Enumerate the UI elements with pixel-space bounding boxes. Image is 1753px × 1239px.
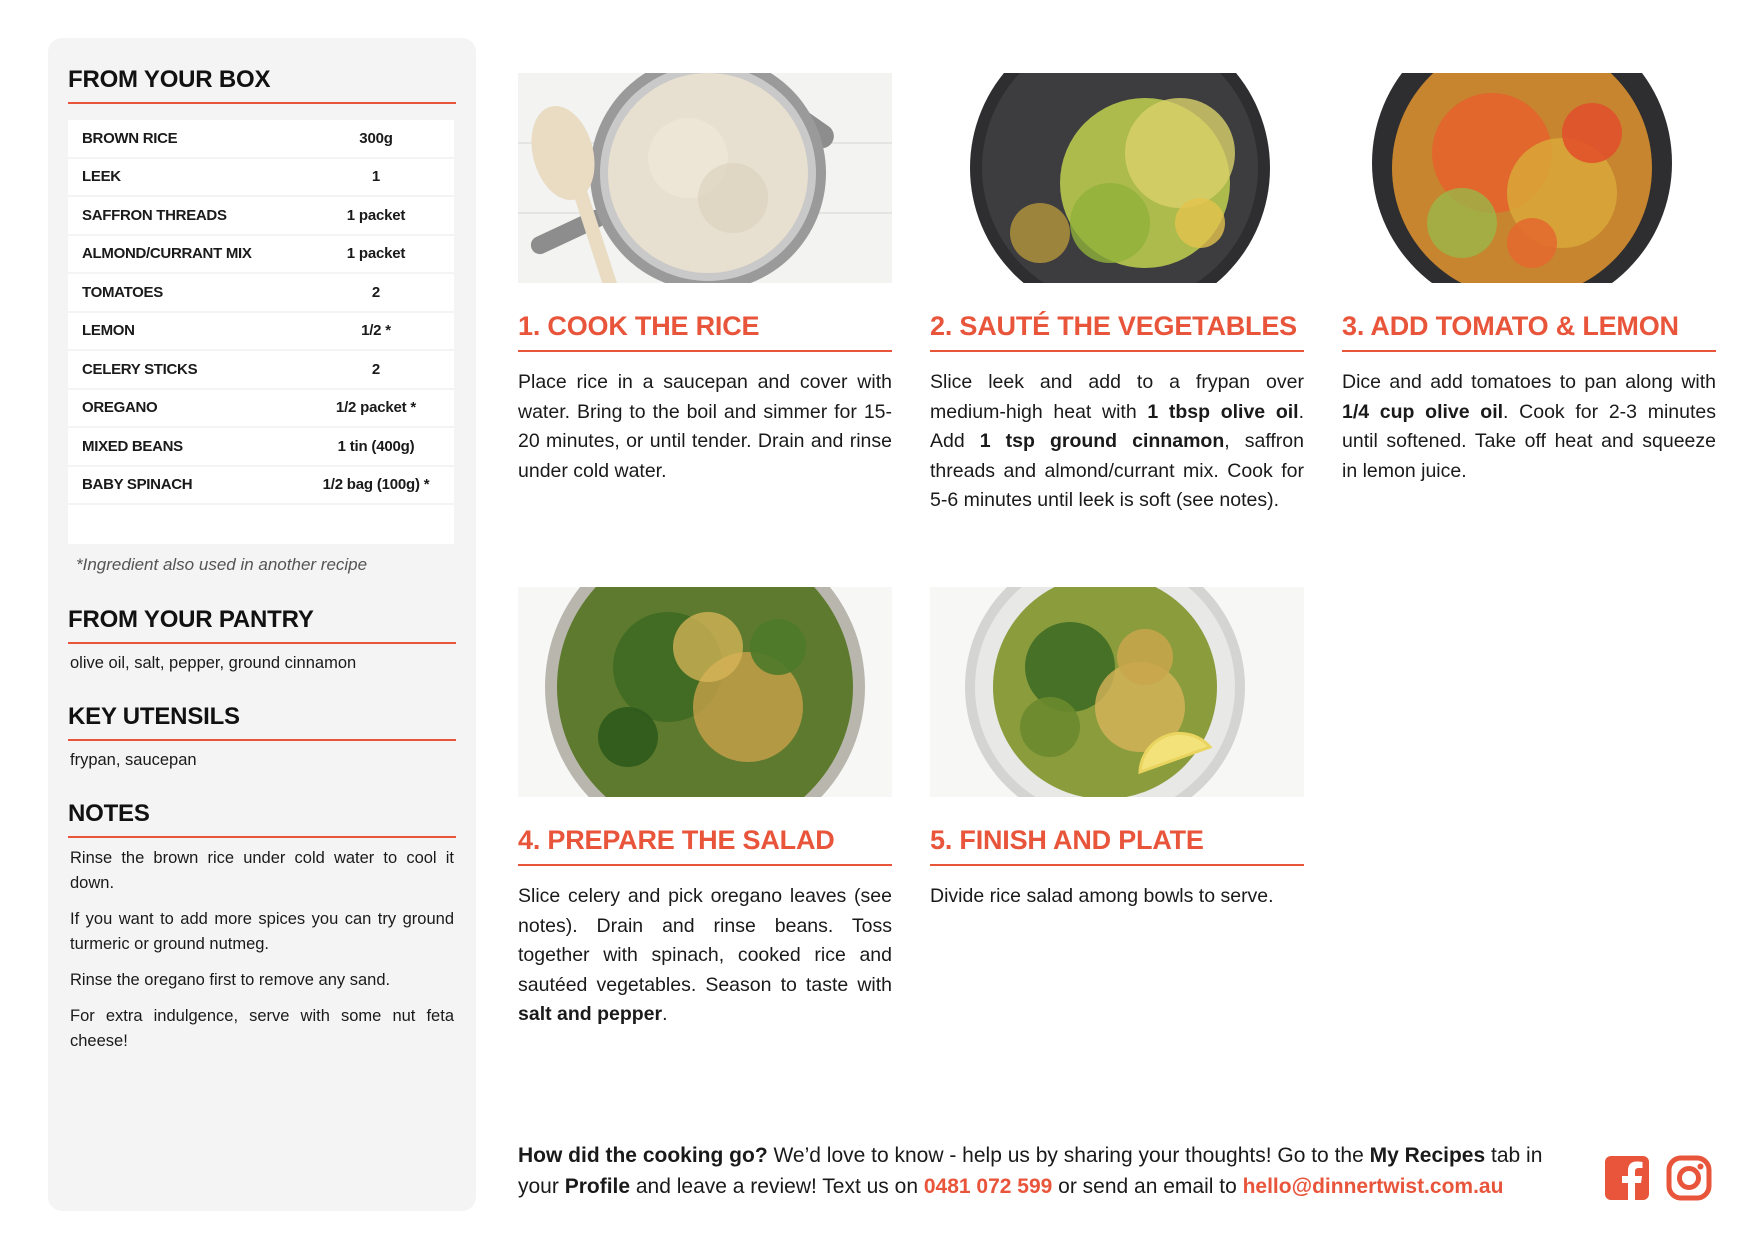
ingredient-row [68,313,454,352]
instruction-text: . Cook for 2-3 minutes until softened. Take off heat and squeeze in lemon juice. [1342,400,1716,482]
instruction-emphasis: 1 tbsp olive oil [1147,400,1299,423]
instruction-text: Slice celery and pick oregano leaves (see notes). Drain and rinse beans. Toss together with spinach, cooked rice and sautéed vegetables. Season to taste with [518,885,892,996]
ingredient-row [68,467,454,506]
footer-text: We’d love to know - help us by sharing your thoughts! Go to the [767,1144,1370,1167]
instruction-text: , saffron threads and almond/currant mix. Cook for 5-6 minutes until leek is soft (see notes). [930,430,1304,511]
leek-in-frypan-image [930,73,1304,283]
feedback-footer [518,1140,1578,1202]
note-item: For extra indulgence, serve with some nut feta cheese! [70,1007,454,1050]
my-recipes-label: My Recipes [1369,1144,1486,1167]
step-5-title: 5. FINISH AND PLATE [930,825,1304,866]
notes-list [70,846,454,1065]
step-4-title: 4. PREPARE THE SALAD [518,825,892,866]
notes-heading: NOTES [68,800,456,838]
step-3 [1342,73,1716,486]
step-1-instructions [518,368,892,486]
step-4-instructions [518,882,892,1030]
step-3-instructions [1342,368,1716,486]
ingredient-row [68,236,454,275]
instruction-text: Place rice in a saucepan and cover with water. Bring to the boil and simmer for 15-20 minutes, or until tender. Drain and rinse under cold water. [518,371,892,482]
ingredient-quantity: 1 tin (400g) [337,437,415,455]
facebook-icon[interactable] [1604,1155,1650,1201]
ingredient-row [68,351,454,390]
ingredient-name: SAFFRON THREADS [82,206,227,224]
from-your-pantry-heading: FROM YOUR PANTRY [68,606,456,644]
ingredient-name: LEEK [82,168,121,186]
ingredient-name: ALMOND/CURRANT MIX [82,245,252,263]
footer-text: and leave a review! Text us on [630,1175,924,1198]
instruction-emphasis: 1 tsp ground cinnamon [979,430,1225,452]
ingredient-name: CELERY STICKS [82,360,198,378]
ingredient-name: LEMON [82,322,135,340]
ingredient-footnote: *Ingredient also used in another recipe [76,555,368,574]
step-1 [518,73,892,486]
step-5 [930,587,1304,912]
key-utensils-heading: KEY UTENSILS [68,703,456,741]
ingredient-name: BABY SPINACH [82,476,193,494]
instagram-icon[interactable] [1666,1155,1712,1201]
footer-text: or send an email to [1052,1175,1243,1198]
instruction-emphasis: salt and pepper [518,1003,663,1025]
instruction-emphasis: 1/4 cup olive oil [1342,400,1504,423]
phone-number-link[interactable]: 0481 072 599 [923,1175,1053,1198]
instruction-text: Divide rice salad among bowls to serve. [930,885,1274,907]
ingredient-row [68,159,454,198]
ingredient-row [68,274,454,313]
ingredient-row [68,197,454,236]
instruction-text: . Add [930,400,1304,452]
ingredient-row [68,120,454,159]
note-item: Rinse the brown rice under cold water to cool it down. [70,849,454,892]
ingredient-quantity: 2 [371,360,381,378]
ingredient-quantity: 2 [371,283,381,301]
ingredient-row [68,390,454,429]
footer-text: tab in your [518,1144,1543,1198]
step-3-title: 3. ADD TOMATO & LEMON [1342,311,1716,352]
ingredient-quantity: 300g [359,129,393,147]
ingredient-row [68,428,454,467]
feedback-question: How did the cooking go? [518,1144,768,1167]
note-item: Rinse the oregano first to remove any sand. [70,971,391,989]
step-1-title: 1. COOK THE RICE [518,311,892,352]
from-your-box-heading: FROM YOUR BOX [68,66,456,104]
step-5-instructions [930,882,1304,912]
ingredient-quantity: 1/2 bag (100g) * [322,476,430,494]
ingredient-quantity: 1 packet [346,206,406,224]
ingredient-name: MIXED BEANS [82,437,183,455]
step-2 [930,73,1304,516]
ingredient-quantity: 1/2 * [361,322,391,340]
instruction-text: Slice leek and add to a frypan over medium-high heat with [930,371,1304,423]
tomato-in-frypan-image [1342,73,1716,283]
salad-in-bowl-image [518,587,892,797]
step-2-instructions [930,368,1304,516]
step-2-title: 2. SAUTÉ THE VEGETABLES [930,311,1304,352]
ingredients-sidebar [48,38,476,1211]
instruction-text: Dice and add tomatoes to pan along with [1342,371,1716,393]
ingredient-name: BROWN RICE [82,129,178,147]
ingredient-quantity: 1 packet [346,245,406,263]
pantry-items: olive oil, salt, pepper, ground cinnamon [70,654,357,672]
note-item: If you want to add more spices you can try ground turmeric or ground nutmeg. [70,910,454,953]
ingredients-table [68,120,454,544]
plated-salad-image [930,587,1304,797]
ingredient-quantity: 1 [371,168,381,186]
utensils-items: frypan, saucepan [70,751,197,769]
profile-label: Profile [564,1175,631,1198]
step-4 [518,587,892,1030]
ingredient-name: OREGANO [82,399,158,417]
ingredient-quantity: 1/2 packet * [335,399,417,417]
instruction-text: . [662,1003,668,1025]
email-link[interactable]: hello@dinnertwist.com.au [1242,1175,1504,1198]
ingredient-name: TOMATOES [82,283,163,301]
rice-in-saucepan-image [518,73,892,283]
